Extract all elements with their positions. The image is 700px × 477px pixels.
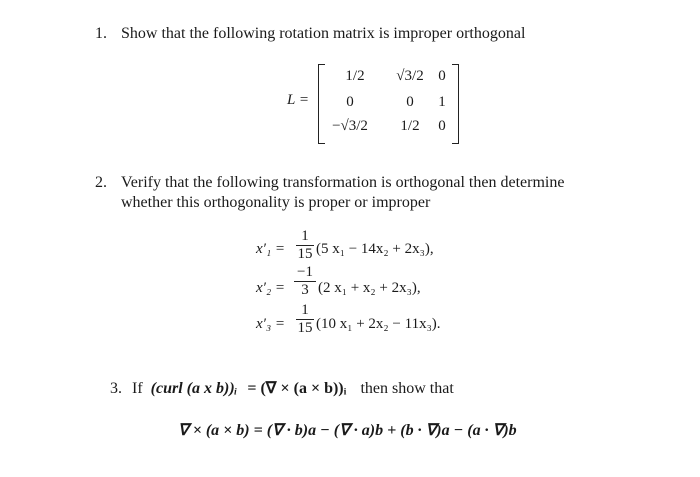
question-3-if: If [132,380,143,397]
matrix-cell: 1/2 [400,118,420,134]
eq1-denominator: 15 [297,246,313,262]
matrix-cell: 0 [406,94,414,110]
question-3-number: 3. [110,380,122,397]
nabla-cross-expression: = (∇ × (a × b))ᵢ [247,380,347,397]
eq3-denominator: 15 [297,320,313,336]
eq1-numerator: 1 [301,228,309,244]
eq3-rhs: (10 x₁ + 2x₂ − 11x₃). [316,316,441,332]
matrix-cell: 0 [438,118,446,134]
question-3-then: then show that [360,380,454,397]
matrix-cell: √3/2 [396,68,424,84]
eq3-numerator: 1 [301,302,309,318]
question-1-number: 1. [95,25,107,42]
eq1-lhs: x′₁ = [256,241,286,257]
matrix-cell: 0 [346,94,354,110]
eq2-numerator: −1 [297,264,313,280]
question-3 [110,378,454,398]
question-2-number: 2. [95,174,107,191]
eq2-rhs: (2 x₁ + x₂ + 2x₃), [318,280,421,296]
matrix-cell: −√3/2 [332,118,368,134]
question-2-line-1 [95,174,564,192]
vector-identity: ∇ × (a × b) = (∇ · b)a − (∇ · a)b + (b · ∇)a − (a · ∇)b [178,422,517,439]
question-1-text: Show that the following rotation matrix is improper orthogonal [121,25,526,42]
curl-expression: (curl (a x b))ᵢ [150,380,238,397]
eq2-denominator: 3 [301,282,309,298]
eq2-fraction [294,265,316,298]
eq3-fraction [296,303,314,336]
eq1-rhs: (5 x₁ − 14x₂ + 2x₃), [316,241,434,257]
eq1-fraction [296,229,314,262]
question-1 [95,25,525,43]
matrix-cell: 0 [438,68,446,84]
eq3-lhs: x′₃ = [256,316,286,332]
matrix-cell: 1/2 [345,68,365,84]
eq2-lhs: x′₂ = [256,280,286,296]
matrix-cell: 1 [438,94,446,110]
question-2-text: Verify that the following transformation is orthogonal then determine [121,174,565,191]
matrix-right-bracket [452,64,459,144]
question-2-line-2: whether this orthogonality is proper or improper [121,194,431,211]
matrix-label: L = [287,92,309,108]
